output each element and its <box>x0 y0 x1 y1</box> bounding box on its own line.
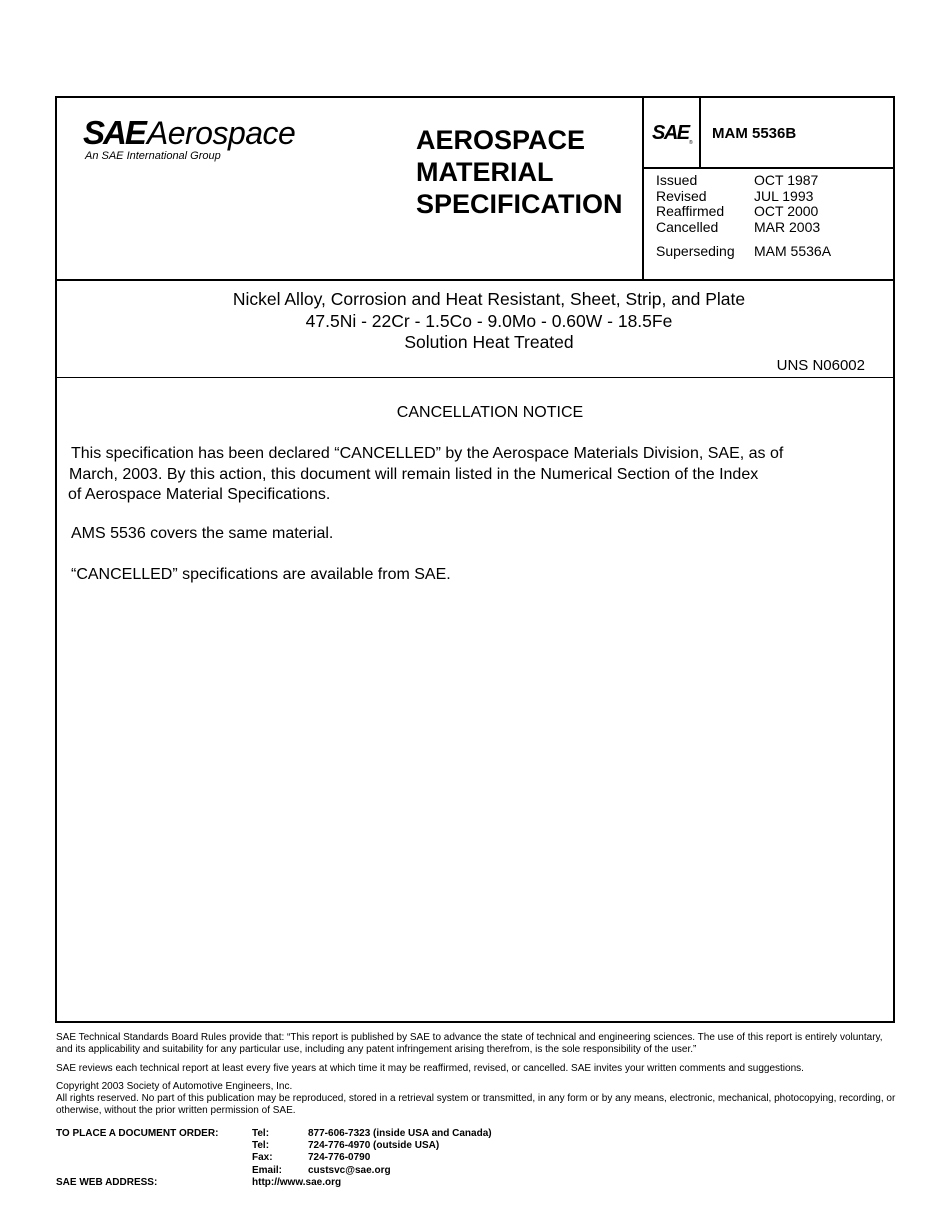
copyright-text: Copyright 2003 Society of Automotive Engineers, Inc. <box>56 1081 293 1093</box>
paragraph-line: of Aerospace Material Specifications. <box>68 486 331 503</box>
contact-row <box>56 1165 492 1177</box>
contact-label: Email: <box>252 1164 283 1176</box>
document-info-box <box>642 98 895 279</box>
date-label: Issued <box>656 172 698 188</box>
web-label: SAE WEB ADDRESS: <box>56 1176 158 1188</box>
review-text: SAE reviews each technical report at least every five years at which time it may be reaffirmed, revised, or cancelled. SAE invites your written comments and suggestions. <box>56 1062 804 1074</box>
subject-line: Nickel Alloy, Corrosion and Heat Resistant, Sheet, Strip, and Plate <box>232 289 746 309</box>
web-address-link[interactable]: http://www.sae.org <box>252 1176 342 1188</box>
document-type-title <box>416 124 623 220</box>
date-value: OCT 1987 <box>754 172 819 188</box>
logo-tagline: An SAE International Group <box>85 150 221 162</box>
date-row <box>656 189 820 205</box>
sae-mark-registered: ® <box>689 140 693 146</box>
header-band <box>57 98 893 281</box>
availability-paragraph: “CANCELLED” specifications are available from SAE. <box>71 566 451 583</box>
contact-label: Tel: <box>252 1128 270 1139</box>
contact-email-link[interactable]: custsvc@sae.org <box>308 1164 391 1176</box>
title-line: SPECIFICATION <box>416 189 623 219</box>
superseding-row <box>656 243 831 259</box>
logo-brand-sae: SAE <box>83 114 145 151</box>
contact-row <box>56 1140 492 1152</box>
date-label: Revised <box>656 187 707 204</box>
contact-row <box>56 1152 492 1164</box>
contact-value: 877-606-7323 (inside USA and Canada) <box>308 1128 492 1139</box>
date-row <box>656 220 820 236</box>
contact-value: 724-776-0790 <box>308 1152 371 1164</box>
subject-line: Solution Heat Treated <box>404 332 574 352</box>
rules-text: SAE Technical Standards Board Rules provide that: “This report is published by SAE to advance the state of technical and engineering sciences. The use of this report is entirely voluntary, and its applicability and suitability for any particular use, including any patent infringement arising therefrom, is the sole responsibility of the user.” <box>56 1032 883 1055</box>
subject-line: 47.5Ni - 22Cr - 1.5Co - 9.0Mo - 0.60W - 18.5Fe <box>305 310 673 331</box>
date-list <box>656 173 820 235</box>
contact-label: Tel: <box>252 1140 270 1152</box>
web-address-row <box>56 1177 492 1189</box>
paragraph-line: This specification has been declared “CANCELLED” by the Aerospace Materials Division, SAE, as of <box>71 445 784 462</box>
uns-number: UNS N06002 <box>776 357 865 374</box>
sae-mark-text: SAE <box>652 122 689 144</box>
date-label: Cancelled <box>656 218 719 235</box>
order-label: TO PLACE A DOCUMENT ORDER: <box>56 1128 219 1139</box>
document-number-row <box>644 98 895 169</box>
document-number: MAM 5536B <box>712 125 797 142</box>
replacement-paragraph: AMS 5536 covers the same material. <box>71 525 334 542</box>
superseding-value: MAM 5536A <box>754 243 832 259</box>
superseding-label: Superseding <box>656 243 735 259</box>
contact-value: 724-776-4970 (outside USA) <box>308 1140 440 1152</box>
contact-row <box>56 1128 492 1140</box>
rights-text: All rights reserved. No part of this publication may be reproduced, stored in a retrieval system or transmitted, in any form or by any means, electronic, mechanical, photocopying, recording, or otherwise, without the prior written permission of SAE. <box>56 1093 896 1116</box>
date-label: Reaffirmed <box>656 203 725 219</box>
title-line: AEROSPACE <box>416 125 586 155</box>
logo-brand-aerospace: Aerospace <box>146 115 296 151</box>
date-value: MAR 2003 <box>754 218 821 235</box>
notice-title: CANCELLATION NOTICE <box>396 404 584 421</box>
cancellation-paragraph <box>68 444 861 506</box>
order-contact-block <box>56 1128 492 1189</box>
document-frame <box>55 96 895 1023</box>
contact-label: Fax: <box>252 1152 273 1164</box>
title-line: MATERIAL <box>416 157 554 187</box>
date-row <box>656 204 820 220</box>
paragraph-line: March, 2003. By this action, this document will remain listed in the Numerical Section of the Index <box>69 465 759 483</box>
sae-mark-logo <box>644 98 701 167</box>
sae-aerospace-logo <box>83 116 343 166</box>
date-value: JUL 1993 <box>754 187 814 204</box>
subject-band <box>57 281 893 378</box>
subject-title <box>57 289 921 354</box>
date-value: OCT 2000 <box>754 203 819 219</box>
date-row <box>656 173 820 189</box>
legal-footer <box>56 1032 896 1117</box>
